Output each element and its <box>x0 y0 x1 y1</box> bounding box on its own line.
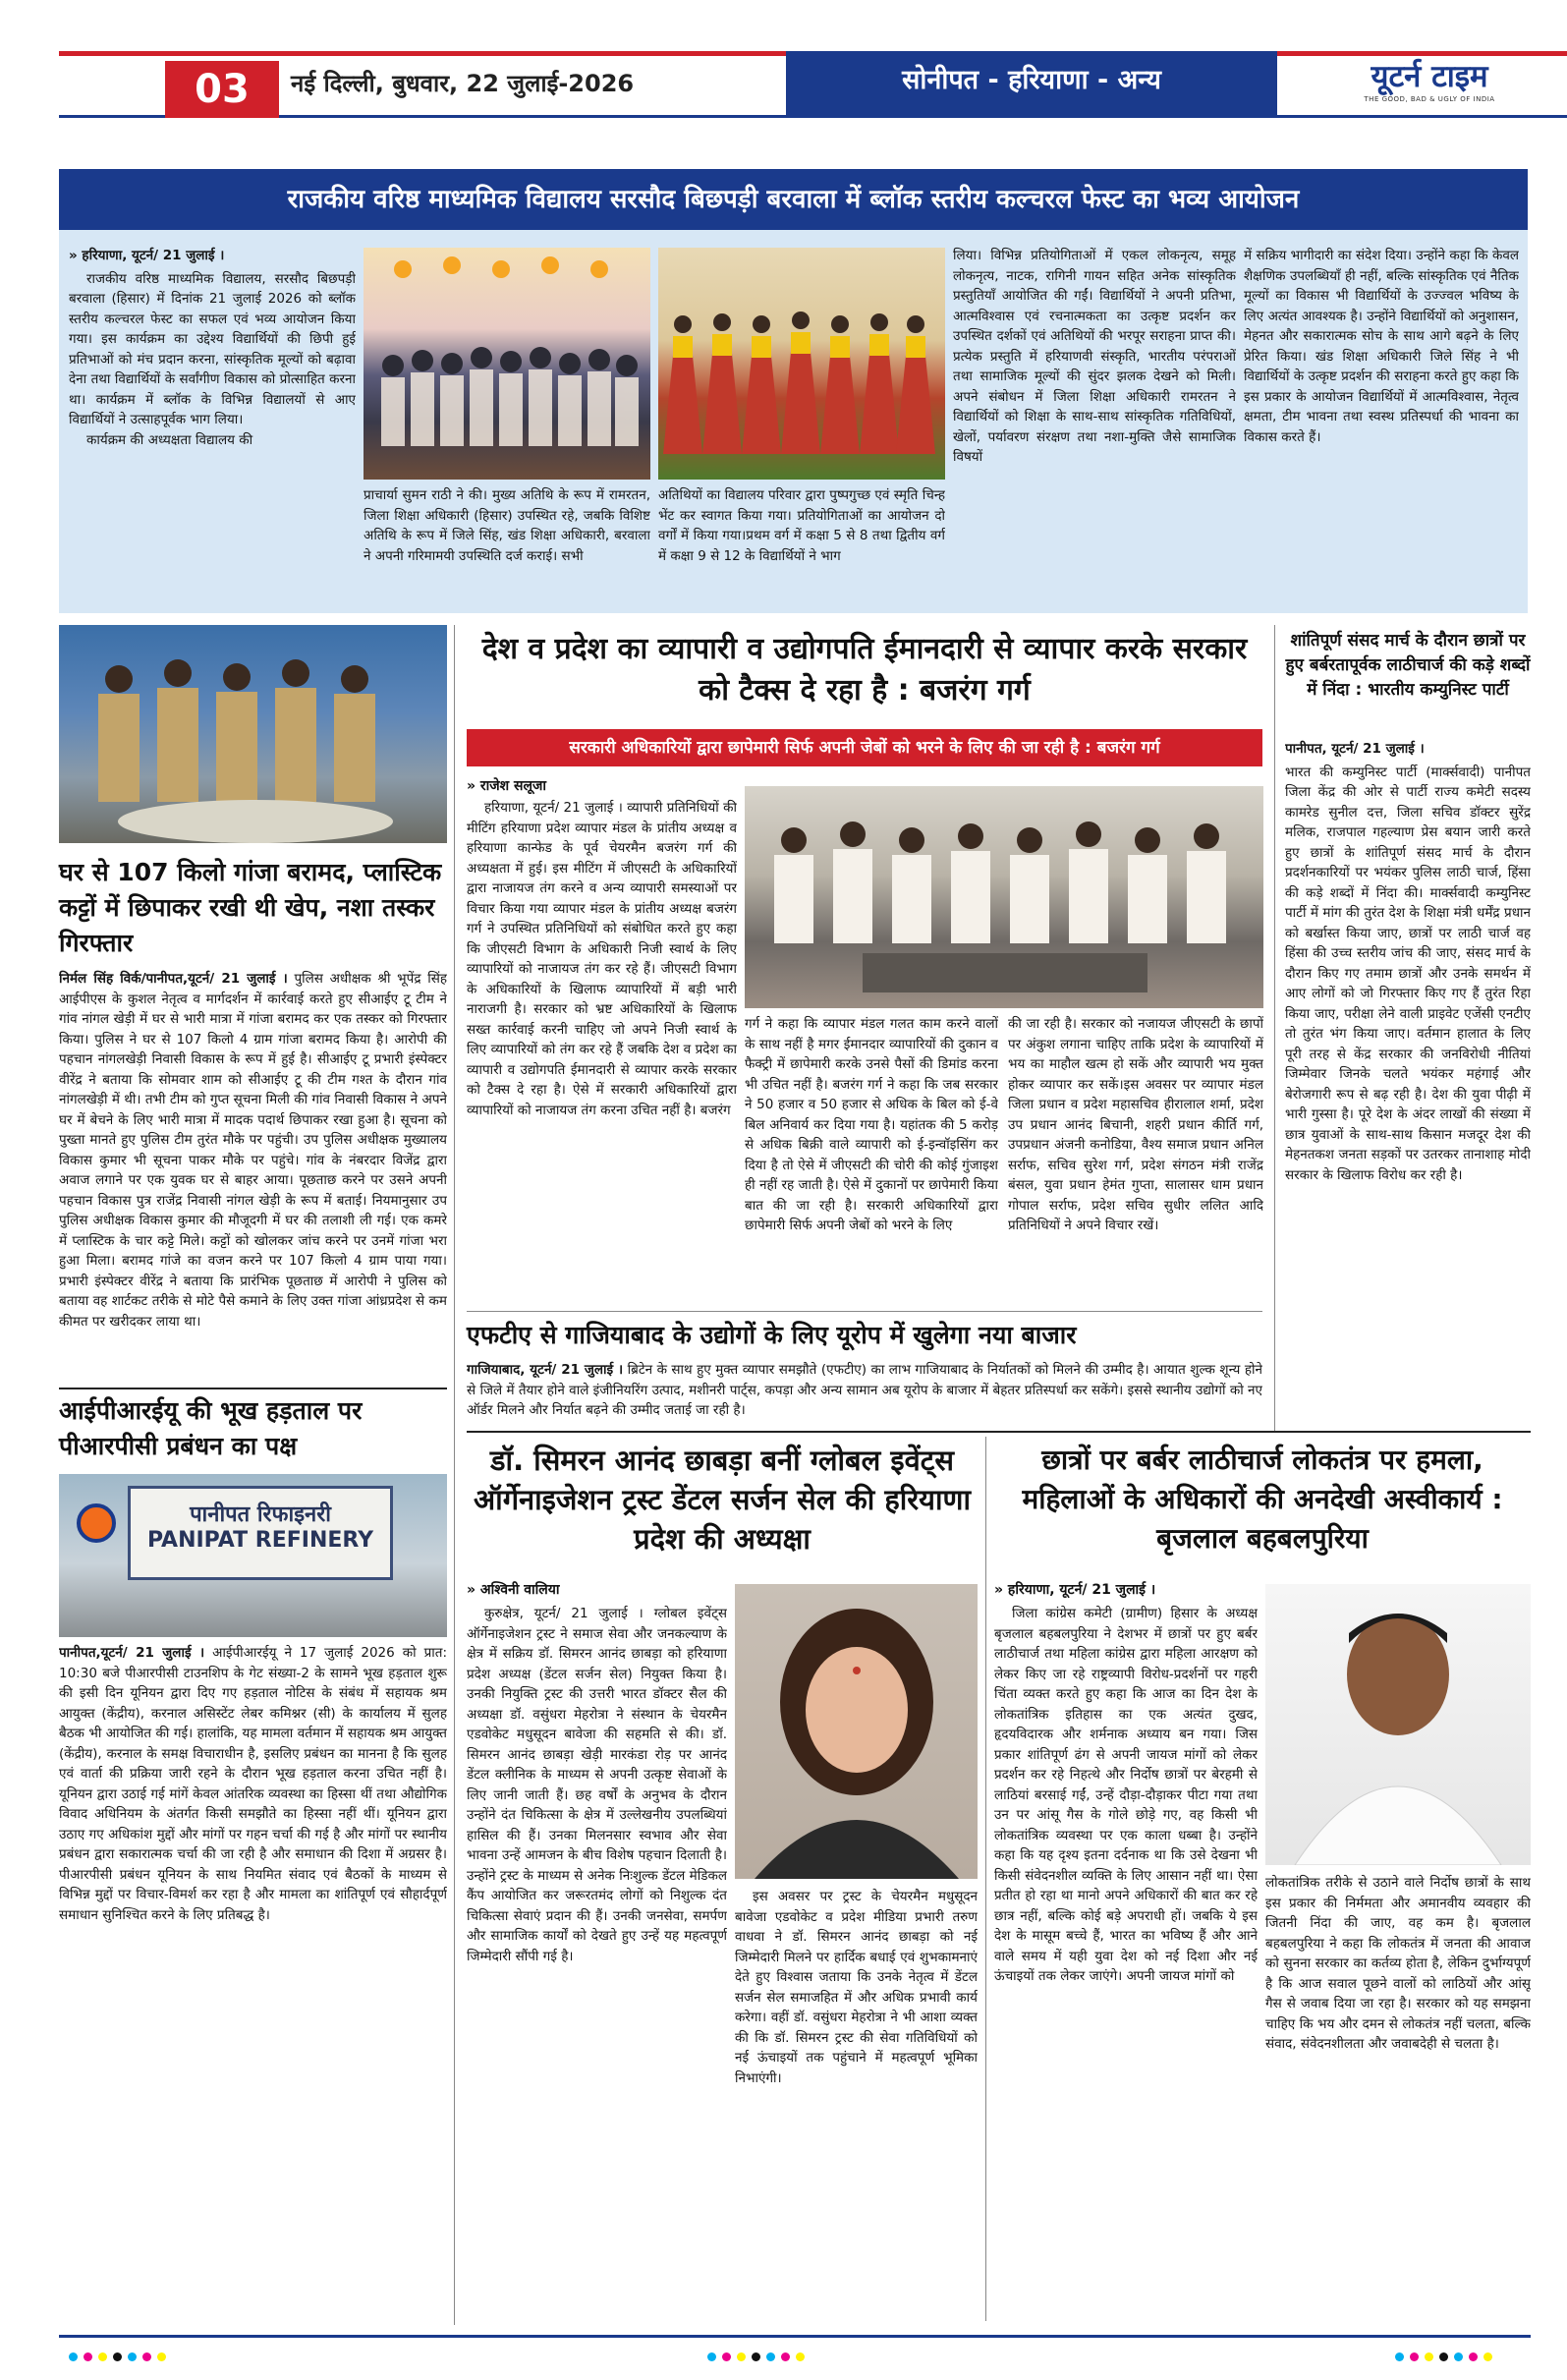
registration-marks-left <box>69 2351 166 2362</box>
traders-meeting-photo <box>745 786 1263 1008</box>
simran-byline: » अश्विनी वालिया <box>467 1582 560 1598</box>
bajrang-para: गर्ग ने कहा कि व्यापार मंडल गलत काम करने वालों के साथ नहीं है मगर ईमानदार व्यापारियों की दुकान व फैक्ट्री में छापेमारी करके उनसे पैसों की डिमांड करना भी उचित नहीं है। बजरंग गर्ग ने कहा कि जब सरकार ने 50 हजार व 50 हजार से अधिक के बिल को ई-वे बिल अनिवार्य कर दिया गया है। यहांतक की 5 करोड़ से अधिक बिक्री वाले व्यापारी को ई-इन्वॉइसिंग कर दिया है तो ऐसे में जीएसटी की चोरी की कोई गुंजाइश ही नहीं रह जाती है। ऐसे में दुकानों पर छापेमारी किया बात की जा रही है। सरकारी अधिकारियों द्वारा छापेमारी सिर्फ अपनी जेबों को भरने के लिए <box>745 1016 998 1233</box>
logo-tagline: THE GOOD, BAD & UGLY OF INDIA <box>1364 95 1495 103</box>
bajrang-byline: » राजेश सलूजा <box>467 778 547 794</box>
brijlal-para: लोकतांत्रिक तरीके से उठाने वाले निर्दोष छात्रों के साथ इस प्रकार की निर्ममता और अमानवीय व्यवहार की जितनी निंदा की जाए, वह कम है। बृजलाल बहबलपुरिया ने कहा कि लोकतंत्र में जनता की आवाज को सुनना सरकार का कर्तव्य होता है, लेकिन दुर्भाग्यपूर्ण है कि आज सवाल पूछने वालों को लाठियों और आंसू गैस से जवाब दिया जा रहा है। सरकार को यह समझना चाहिए कि भय और दमन से लोकतंत्र नहीं चलता, बल्कि संवाद, संवेदनशीलता और जवाबदेही से चलता है। <box>1265 1875 1531 2052</box>
cpi-body <box>1285 739 1531 1427</box>
portrait-art <box>735 1584 978 1879</box>
simran-col1 <box>467 1604 727 2321</box>
bajrang-col2 <box>745 1014 998 1299</box>
brijlal-portrait <box>1265 1584 1531 1865</box>
top-story-col5 <box>1244 246 1519 607</box>
dateline: नई दिल्ली, बुधवार, 22 जुलाई-2026 <box>291 70 635 97</box>
iprpc-headline: आईपीआरईयू की भूख हड़ताल पर पीआरपीसी प्रबंधन का पक्ष <box>59 1396 363 1460</box>
dancers-photo-art <box>658 248 945 480</box>
brijlal-col2 <box>1265 1873 1531 2321</box>
ganja-body <box>59 969 447 1382</box>
simran-headline: डॉ. सिमरन आनंद छाबड़ा बनीं ग्लोबल इवेंट्स ऑर्गेनाइजेशन ट्रस्ट डेंटल सर्जन सेल की हरियाणा प्रदेश की अध्यक्षा <box>474 1444 971 1556</box>
section-title: सोनीपत - हरियाणा - अन्य <box>902 65 1161 95</box>
iprpc-text: आईपीआरईयू ने 17 जुलाई 2026 को प्रात: 10:30 बजे पीआरपीसी टाउनशिप के गेट संख्या-2 के सामने भूख हड़ताल शुरू की इसी दिन यूनियन द्वारा दिए गए हड़ताल नोटिस के संबंध में सहायक श्रम आयुक्त (केंद्रीय), करनाल असिस्टेंट लेबर कमिश्नर (सी) के कार्यालय में सुलह बैठक भी आयोजित की गई। हालांकि, यह मामला वर्तमान में सहायक श्रम आयुक्त (केंद्रीय), करनाल के समक्ष विचाराधीन है, इसलिए प्रबंधन का मानना है कि सुलह एवं वार्ता की प्रक्रिया जारी रहने के दौरान भूख हड़ताल करना उचित नहीं है। यूनियन द्वारा उठाई गई मांगें केवल आंतरिक व्यवस्था का हिस्सा थीं तथा औद्योगिक विवाद अधिनियम के अंतर्गत किसी समझौते का हिस्सा नहीं थीं। यूनियन द्वारा उठाए गए अधिकांश मुद्दों और मांगों पर गहन चर्चा की गई है और मांगों पर स्थानीय प्रबंधन द्वारा सकारात्मक चर्चा की जा रही है और समाधान की दिशा में अग्रसर है। पीआरपीसी प्रबंधन यूनियन के साथ नियमित संवाद एवं बैठकों के माध्यम से विभिन्न मुद्दों पर विचार-विमर्श कर रहा है और मामला का शांतिपूर्ण एवं सौहार्दपूर्ण समाधान सुनिश्चित करने के लिए प्रतिबद्ध है। <box>59 1645 447 1923</box>
iocl-logo <box>77 1503 116 1543</box>
top-story-col3 <box>658 485 945 607</box>
bajrang-headline: देश व प्रदेश का व्यापारी व उद्योगपति ईमानदारी से व्यापार करके सरकार को टैक्स दे रहा है : बजरंग गर्ग <box>481 632 1248 708</box>
page-header <box>59 51 1533 118</box>
top-story-byline: » हरियाणा, यूटर्न/ 21 जुलाई । <box>69 248 225 263</box>
cultural-fest-group-photo <box>364 248 650 480</box>
simran-portrait <box>735 1584 978 1879</box>
simran-col2 <box>735 1887 978 2319</box>
section-banner <box>786 51 1277 118</box>
group-photo-art <box>364 248 650 480</box>
col-divider-2 <box>1274 625 1275 1431</box>
refinery-sign <box>128 1486 393 1580</box>
simran-para: कुरुक्षेत्र, यूटर्न/ 21 जुलाई । ग्लोबल इवेंट्स ऑर्गेनाइजेशन ट्रस्ट ने समाज सेवा और जनकल्याण के क्षेत्र में सक्रिय डॉ. सिमरन आनंद छाबड़ा को हरियाणा प्रदेश अध्यक्ष (डेंटल सर्जन सेल) नियुक्त किया है। उनकी नियुक्ति ट्रस्ट की उत्तरी भारत डॉक्टर सैल की अध्यक्षा डॉ. वसुंधरा मेहरोत्रा ने संस्थान के चेयरमैन एडवोकेट मधुसूदन बावेजा की सहमति से की। डॉ. सिमरन आनंद छाबड़ा खेड़ी मारकंडा रोड़ पर आनंद डेंटल क्लीनिक के माध्यम से अपनी उत्कृष्ट सेवाओं के लिए जानी जाती हैं। छह वर्षों के अनुभव के दौरान उन्होंने दंत चिकित्सा के क्षेत्र में उल्लेखनीय उपलब्धियां हासिल की हैं। उनका मिलनसार स्वभाव और सेवा भावना उन्हें आमजन के बीच विशेष पहचान दिलाती है। उन्होंने ट्रस्ट के माध्यम से अनेक निःशुल्क डेंटल मेडिकल कैंप आयोजित कर जरूरतमंद लोगों को निशुल्क दंत चिकित्सा सेवाएं प्रदान की हैं। उनकी जनसेवा, समर्पण और सामाजिक कार्यों को देखते हुए उन्हें यह महत्वपूर्ण जिम्मेदारी सौंपी गई है। <box>467 1606 727 1964</box>
top-story-caption-1: प्राचार्या सुमन राठी ने की। मुख्य अतिथि के रूप में रामरतन, जिला शिक्षा अधिकारी (हिसार) उपस्थित रहे, जबकि विशिष्ट अतिथि के रूप में जिले सिंह, खंड शिक्षा अधिकारी, बरवाला ने अपनी गरिमामयी उपस्थिति दर्ज कराई। सभी <box>364 487 650 564</box>
top-story-col4 <box>953 246 1236 607</box>
top-story-section <box>59 169 1528 613</box>
cpi-headline: शांतिपूर्ण संसद मार्च के दौरान छात्रों पर हुए बर्बरतापूर्वक लाठीचार्ज की कड़े शब्दों में निंदा : भारतीय कम्युनिस्ट पार्टी <box>1285 631 1531 700</box>
col-divider-1 <box>454 625 455 2325</box>
simran-para: इस अवसर पर ट्रस्ट के चेयरमैन मधुसूदन बावेजा एडवोकेट व प्रदेश मीडिया प्रभारी तरुण वाधवा ने डॉ. सिमरन आनंद छाबड़ा को नई जिम्मेदारी मिलने पर हार्दिक बधाई एवं शुभकामनाएं देते हुए विश्वास जताया कि उनके नेतृत्व में डेंटल सर्जन सेल समाजहित में और अधिक प्रभावी कार्य करेगा। वहीं डॉ. वसुंधरा मेहरोत्रा ने भी आशा व्यक्त की कि डॉ. सिमरन ट्रस्ट की सेवा गतिविधियों को नई ऊंचाइयों तक पहुंचाने में महत्वपूर्ण भूमिका निभाएंगी। <box>735 1889 978 2086</box>
bajrang-subhead: सरकारी अधिकारियों द्वारा छापेमारी सिर्फ अपनी जेबों को भरने के लिए की जा रही है : बजरंग गर्ग <box>569 738 1160 758</box>
fta-top-rule <box>467 1311 1262 1312</box>
police-photo-art <box>59 625 447 843</box>
left-divider <box>59 1388 447 1389</box>
top-story-para: लिया। विभिन्न प्रतियोगिताओं में एकल लोकनृत्य, समूह लोकनृत्य, नाटक, रागिनी गायन सहित अनेक सांस्कृतिक प्रस्तुतियाँ आयोजित की गईं। विद्यार्थियों ने अपनी प्रतिभा, आत्मविश्वास एवं रचनात्मकता का उत्कृष्ट प्रदर्शन कर उपस्थित दर्शकों एवं अतिथियों की भरपूर सराहना प्राप्त की। प्रत्येक प्रस्तुति में हरियाणवी संस्कृति, भारतीय परंपराओं तथा सामाजिक मूल्यों की सुंदर झलक देखने को मिली। अपने संबोधन में जिला शिक्षा अधिकारी रामरतन ने विद्यार्थियों को शिक्षा के साथ-साथ सांस्कृतिक गतिविधियों, खेलों, पर्यावरण संरक्षण तथा नशा-मुक्ति जैसे सामाजिक विषयों <box>953 248 1236 465</box>
bajrang-para: की जा रही है। सरकार को नजायज जीएसटी के छापों पर अंकुश लगाना चाहिए ताकि प्रदेश के व्यापारियों में भय का माहौल खत्म हो सकें और व्यापारी भय मुक्त होकर व्यापार कर सकें।इस अवसर पर व्यापार मंडल जिला प्रधान व प्रदेश महासचिव हीरालाल शर्मा, प्रदेश उप प्रधान आनंद बिचानी, शहरी प्रधान कीर्ति गर्ग, उपप्रधान अंजनी कनोडिया, वैश्य समाज प्रधान अनिल सर्राफ, सचिव सुरेश गर्ग, प्रदेश संगठन मंत्री राजेंद्र बंसल, युवा प्रधान हेमंत गुप्ता, सालासर धाम प्रधान गोपाल सर्राफ, प्रदेश सचिव सुधीर ललित आदि प्रतिनिधियों ने अपने विचार रखें। <box>1008 1016 1263 1233</box>
brijlal-para: जिला कांग्रेस कमेटी (ग्रामीण) हिसार के अध्यक्ष बृजलाल बहबलपुरिया ने देशभर में छात्रों पर हुए बर्बर लाठीचार्ज तथा महिला कांग्रेस द्वारा महिला आरक्षण को लेकर किए जा रहे राष्ट्रव्यापी विरोध-प्रदर्शनों पर गहरी चिंता व्यक्त करते हुए कहा कि आज का दिन देश के लोकतांत्रिक इतिहास का एक अत्यंत दुखद, हृदयविदारक और शर्मनाक अध्याय बन गया। जिस प्रकार शांतिपूर्ण ढंग से अपनी जायज मांगों को लेकर प्रदर्शन कर रहे निहत्थे और निर्दोष छात्रों पर बेरहमी से लाठियां बरसाई गईं, उन्हें दौड़ा-दौड़ाकर पीटा गया तथा उन पर आंसू गैस के गोले छोड़े गए, वह किसी भी लोकतांत्रिक व्यवस्था पर एक काला धब्बा है। उन्होंने कहा कि यह दृश्य इतना दर्दनाक था कि उसे देखना भी किसी संवेदनशील व्यक्ति के लिए आसान नहीं था। ऐसा प्रतीत हो रहा था मानो अपने अधिकारों की बात कर रहे छात्र नहीं, बल्कि कोई बड़े अपराधी हों। जबकि ये इस देश के मासूम बच्चे हैं, भारत का भविष्य हैं और आने वाले समय में यही युवा देश को नई दिशा और नई ऊंचाइयों तक लेकर जाएंगे। अपनी जायज मांगों को <box>994 1606 1258 1984</box>
top-story-para: कार्यक्रम की अध्यक्षता विद्यालय की <box>86 431 253 448</box>
refinery-sign-english: PANIPAT REFINERY <box>146 1528 374 1553</box>
logo-text: यूटर्न टाइम <box>1371 59 1488 94</box>
fta-body <box>467 1360 1262 1423</box>
brijlal-headline: छात्रों पर बर्बर लाठीचार्ज लोकतंत्र पर हमला, महिलाओं के अधिकारों की अनदेखी अस्वीकार्य : बृजलाल बहबलपुरिया <box>1022 1444 1503 1555</box>
logo-block <box>1277 51 1567 118</box>
cultural-fest-dancers-photo <box>658 248 945 480</box>
panipat-refinery-photo <box>59 1474 447 1637</box>
ganja-arrest-photo <box>59 625 447 843</box>
bajrang-para: हरियाणा, यूटर्न/ 21 जुलाई । व्यापारी प्रतिनिधियों की मीटिंग हरियाणा प्रदेश व्यापार मंडल के प्रांतीय अध्यक्ष व हरियाणा कान्फेड के पूर्व चेयरमैन बजरंग गर्ग की अध्यक्षता में हुई। इस मीटिंग में जीएसटी के अधिकारियों द्वारा नाजायज तंग करने व अन्य व्यापारी समस्याओं पर विचार किया गया व्यापार मंडल के प्रांतीय अध्यक्ष बजरंग गर्ग ने उपस्थित प्रतिनिधियों को संबोधित करते हुए कहा कि जीएसटी विभाग के अधिकारी निजी स्वार्थ के लिए व्यापारियों को नाजायज तंग कर रहे हैं। जीएसटी विभाग के अधिकारियों के खिलाफ व्यापारियों में बड़ी भारी नाराजगी है। सरकार को भ्रष्ट अधिकारियों के खिलाफ सख्त कार्रवाई करनी चाहिए जो अपने निजी स्वार्थ के लिए व्यापारियों को तंग कर रहे हैं जबकि देश व प्रदेश का व्यापारी व उद्योगपति ईमानदारी से व्यापार करके सरकार को टैक्स दे रहा है। ऐसे में सरकारी अधिकारियों द्वारा व्यापारियों को नाजायज तंग करना उचित नहीं है। बजरंग <box>467 800 737 1118</box>
registration-marks-right <box>1395 2351 1492 2362</box>
footer-rule <box>59 2335 1531 2338</box>
refinery-sign-hindi: पानीपत रिफाइनरी <box>190 1502 331 1527</box>
ganja-byline: निर्मल सिंह विर्क/पानीपत,यूटर्न/ 21 जुलाई । <box>59 971 288 987</box>
fta-byline: गाजियाबाद, यूटर्न/ 21 जुलाई । <box>467 1362 624 1378</box>
top-story-headline: राजकीय वरिष्ठ माध्यमिक विद्यालय सरसौद बिछपड़ी बरवाला में ब्लॉक स्तरीय कल्चरल फेस्ट का भव्य आयोजन <box>287 185 1300 214</box>
top-story-col2 <box>364 485 650 607</box>
bajrang-col3 <box>1008 1014 1263 1299</box>
brijlal-portrait-art <box>1265 1584 1531 1865</box>
brijlal-col1 <box>994 1604 1258 2321</box>
col-divider-3 <box>985 1437 986 2321</box>
top-story-para: राजकीय वरिष्ठ माध्यमिक विद्यालय, सरसौद बिछपड़ी बरवाला (हिसार) में दिनांक 21 जुलाई 2026 को ब्लॉक स्तरीय कल्चरल फेस्ट का सफल एवं भव्य आयोजन किया गया। इस कार्यक्रम का उद्देश्य विद्यार्थियों की छिपी हुई प्रतिभाओं को मंच प्रदान करना, सांस्कृतिक मूल्यों को बढ़ावा देना तथा विद्यार्थियों के सर्वांगीण विकास को प्रोत्साहित करना था। कार्यक्रम में ब्लॉक के विभिन्न विद्यालयों से आए विद्यार्थियों ने उत्साहपूर्वक भाग लिया। <box>69 270 356 427</box>
iprpc-body <box>59 1643 447 2311</box>
ganja-text: पुलिस अधीक्षक श्री भूपेंद्र सिंह आईपीएस के कुशल नेतृत्व व मार्गदर्शन में कार्रवाई करते हुए सीआईए टू टीम ने गांव नांगल खेड़ी में घर से भारी मात्रा में गांजा बरामद कर एक तस्कर को गिरफ्तार किया। पुलिस ने घर से 107 किलो 4 ग्राम गांजा बरामद किया है। आरोपी की पहचान नांगलखेड़ी निवासी विकास के रूप में हुई है। सीआईए टू प्रभारी इंस्पेक्टर वीरेंद्र ने बताया कि सोमवार शाम को सीआईए टू की टीम गश्त के दौरान गांव नांगलखेड़ी में थी। तभी टीम को गुप्त सूचना मिली की गांव निवासी विकास ने अपने घर में बेचने के लिए भारी मात्रा में मादक पदार्थ छिपाकर रखा हुआ है। सूचना को पुख्ता मानते हुए पुलिस टीम तुरंत मौके पर पहुंची। उप पुलिस अधीक्षक मुख्यालय विकास कुमार भी सूचना पाकर मौके पर पहुंचे। गांव के नंबरदार विजेंद्र द्वारा अवाज लगाने पर एक युवक घर से बाहर आया। पूछताछ करने पर उसने अपनी पहचान विकास पुत्र राजेंद्र निवासी नांगल खेड़ी के रूप में बताई। नियमानुसार उप पुलिस अधीक्षक विकास कुमार की मौजूदगी में घर की तलाशी ली गई। एक कमरे में प्लास्टिक के चार कट्टे मिले। कट्टों को खोलकर जांच करने पर उनमें गांजा भरा हुआ मिला। बरामद गांजे का वजन करने पर 107 किलो 4 ग्राम पाया गया। प्रभारी इंस्पेक्टर वीरेंद्र ने बताया कि प्रारंभिक पूछताछ में आरोपी ने पुलिस को बताया वह शार्टकट तरीके से मोटे पैसे कमाने के लिए उक्त गांजा आंध्रप्रदेश से कम कीमत पर खरीदकर लाया था। <box>59 971 447 1330</box>
lower-top-rule <box>467 1431 1531 1433</box>
iprpc-para <box>59 1643 447 1925</box>
top-story-headline-bar <box>59 169 1528 230</box>
fta-text: ब्रिटेन के साथ हुए मुक्त व्यापार समझौते (एफटीए) का लाभ गाजियाबाद के निर्यातकों को मिलने की उम्मीद है। आयात शुल्क शून्य होने से जिले में तैयार होने वाले इंजीनियरिंग उत्पाद, मशीनरी पार्ट्स, कपड़ा और अन्य सामान अब यूरोप के बाजार में बेहतर प्रतिस्पर्धा कर सकेंगे। इससे स्थानीय उद्योगों को नए ऑर्डर मिलने और निर्यात बढ़ने की उम्मीद जताई जा रही है। <box>467 1362 1262 1418</box>
fta-headline: एफटीए से गाजियाबाद के उद्योगों के लिए यूरोप में खुलेगा नया बाजार <box>467 1321 1077 1349</box>
iprpc-byline: पानीपत,यूटर्न/ 21 जुलाई । <box>59 1645 205 1661</box>
ganja-headline: घर से 107 किलो गांजा बरामद, प्लास्टिक कट्टों में छिपाकर रखी थी खेप, नशा तस्कर गिरफ्तार <box>59 858 442 957</box>
cpi-para: भारत की कम्युनिस्ट पार्टी (मार्क्सवादी) पानीपत जिला केंद्र की ओर से पार्टी राज्य कमेटी सदस्य कामरेड सुनील दत्त, जिला सचिव डॉक्टर सुरेंद्र मलिक, राजपाल गहल्याण प्रेस बयान जारी करते हुए छात्रों के शांतिपूर्ण संसद मार्च के दौरान प्रदर्शनकारियों पर भयंकर पुलिस लाठी चार्ज, हिंसा की कड़े शब्दों में निंदा की। मार्क्सवादी कम्युनिस्ट पार्टी में मांग की तुरंत देश के शिक्षा मंत्री धर्मेंद्र प्रधान को बर्खास्त किया जाए, छात्रों पर लाठी चार्ज वह हिंसा की उच्च स्तरीय जांच की जाए, संसद मार्च के दौरान किए गए तमाम छात्रों और उनके समर्थन में आए लोगों को जो गिरफ्तार किए गए हैं तुरंत रिहा किया जाए, परीक्षा लेने वाली प्राइवेट एजेंसी एनटीए तो तुरंत भंग किया जाए। वर्तमान हालात के लिए पूरी तरह से केंद्र सरकार की जनविरोधी नीतियां जिम्मेवार जिनके चलते भयंकर महंगाई और बेरोजगारी रूप से बढ़ रही है। देश की युवा पीढ़ी में भारी गुस्सा है। पूरे देश के अंदर लाखों की संख्या में छात्र युवाओं के साथ-साथ किसान मजदूर देश की मेहनतकश जनता सड़कों पर उतरकर तानाशाह मोदी सरकार के खिलाफ विरोध कर रही है। <box>1285 764 1531 1183</box>
top-story-caption-2: अतिथियों का विद्यालय परिवार द्वारा पुष्पगुच्छ एवं स्मृति चिन्ह भेंट कर स्वागत किया गया। प्रतियोगिताओं का आयोजन दो वर्गों में किया गया।प्रथम वर्ग में कक्षा 5 से 8 तथा द्वितीय वर्ग में कक्षा 9 से 12 के विद्यार्थियों ने भाग <box>658 487 945 564</box>
brijlal-byline: » हरियाणा, यूटर्न/ 21 जुलाई । <box>994 1582 1156 1598</box>
cpi-byline: पानीपत, यूटर्न/ 21 जुलाई । <box>1285 741 1425 757</box>
top-story-col1 <box>69 246 356 607</box>
fta-para <box>467 1360 1262 1421</box>
bajrang-col1 <box>467 798 737 1299</box>
bajrang-subhead-bar <box>467 729 1262 766</box>
registration-marks-mid <box>707 2351 805 2362</box>
page-number: 03 <box>165 61 279 118</box>
ganja-para <box>59 969 447 1332</box>
top-story-para: में सक्रिय भागीदारी का संदेश दिया। उन्होंने कहा कि केवल शैक्षणिक उपलब्धियाँ ही नहीं, बल्कि सांस्कृतिक एवं नैतिक मूल्यों का विकास भी विद्यार्थियों के उज्ज्वल भविष्य के लिए अत्यंत आवश्यक है। उन्होंने विद्यार्थियों को अनुशासन, मेहनत और सकारात्मक सोच के साथ आगे बढ़ने के लिए प्रेरित किया। खंड शिक्षा अधिकारी जिले सिंह ने भी विद्यार्थियों के उत्कृष्ट प्रदर्शन की सराहना करते हुए कहा कि इस प्रकार के आयोजन विद्यार्थियों में आत्मविश्वास, नेतृत्व क्षमता, टीम भावना तथा स्वस्थ प्रतिस्पर्धा की भावना का विकास करते हैं। <box>1244 248 1519 445</box>
meeting-photo-art <box>745 786 1263 1008</box>
